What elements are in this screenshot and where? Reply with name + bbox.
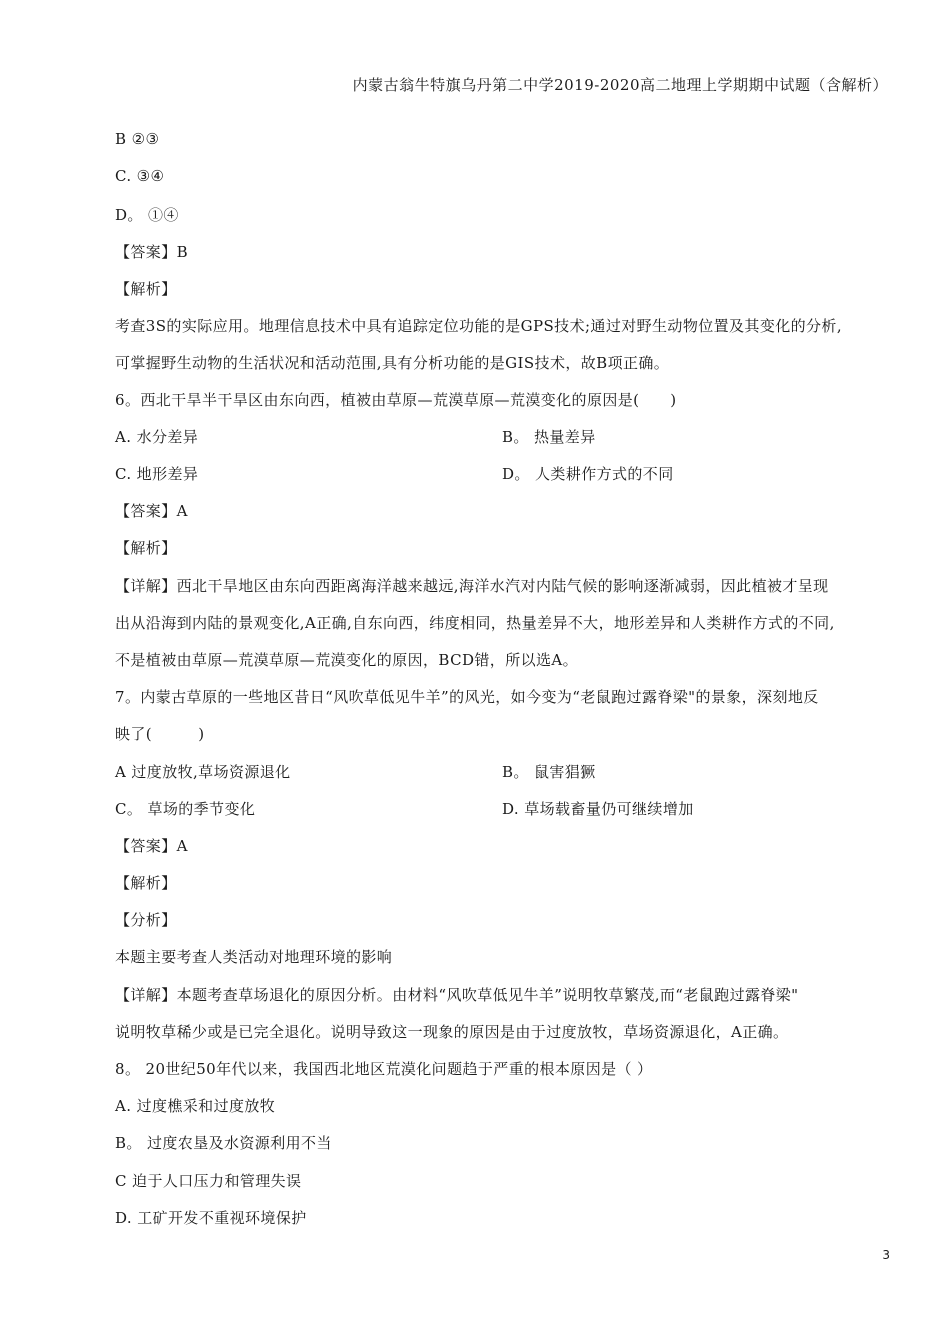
q6-option-c: C. 地形差异 <box>115 465 199 483</box>
q5-option-c: C. ③④ <box>115 167 165 185</box>
q7-fenxi-label: 【分析】 <box>115 911 177 929</box>
page-number: 3 <box>882 1248 890 1262</box>
document-header: 内蒙古翁牛特旗乌丹第二中学2019-2020高二地理上学期期中试题（含解析） <box>352 76 888 94</box>
q6-question: 6。西北干旱半干旱区由东向西，植被由草原—荒漠草原—荒漠变化的原因是( ) <box>115 391 677 409</box>
q6-answer: 【答案】A <box>115 502 188 520</box>
q5-option-d: D。 ①④ <box>115 206 179 224</box>
q7-option-a: A 过度放牧,草场资源退化 <box>115 763 291 781</box>
q7-detail-line-2: 说明牧草稀少或是已完全退化。说明导致这一现象的原因是由于过度放牧，草场资源退化，A正确。 <box>115 1023 789 1041</box>
q5-analysis-label: 【解析】 <box>115 280 177 298</box>
q7-question-line-1: 7。内蒙古草原的一些地区昔日“风吹草低见牛羊”的风光，如今变为“老鼠跑过露脊梁"的景象，深刻地反 <box>115 688 819 706</box>
q8-question: 8。 20世纪50年代以来，我国西北地区荒漠化问题趋于严重的根本原因是（ ） <box>115 1060 653 1078</box>
q6-option-b: B。 热量差异 <box>502 428 596 446</box>
q7-question-line-2: 映了( ) <box>115 725 205 743</box>
q6-option-a: A. 水分差异 <box>115 428 199 446</box>
q5-answer: 【答案】B <box>115 243 189 261</box>
q7-answer: 【答案】A <box>115 837 188 855</box>
q6-option-d: D。 人类耕作方式的不同 <box>502 465 674 483</box>
q7-detail-line-1: 【详解】本题考查草场退化的原因分析。由材料“风吹草低见牛羊”说明牧草繁茂,而“老鼠跑过露脊梁" <box>115 986 799 1004</box>
q8-option-b: B。 过度农垦及水资源利用不当 <box>115 1134 332 1152</box>
q5-option-b: B ②③ <box>115 130 160 148</box>
q8-option-d: D. 工矿开发不重视环境保护 <box>115 1209 307 1227</box>
q7-fenxi-text: 本题主要考查人类活动对地理环境的影响 <box>115 948 393 966</box>
q7-option-b: B。 鼠害猖獗 <box>502 763 596 781</box>
q6-analysis-label: 【解析】 <box>115 539 177 557</box>
q6-detail-line-1: 【详解】西北干旱地区由东向西距离海洋越来越远,海洋水汽对内陆气候的影响逐渐减弱，因此植被才呈现 <box>115 577 829 595</box>
q6-detail-line-3: 不是植被由草原—荒漠草原—荒漠变化的原因，BCD错，所以选A。 <box>115 651 579 669</box>
q7-analysis-label: 【解析】 <box>115 874 177 892</box>
q8-option-c: C 迫于人口压力和管理失误 <box>115 1172 302 1190</box>
q7-option-d: D. 草场载畜量仍可继续增加 <box>502 800 694 818</box>
q5-analysis-line-1: 考查3S的实际应用。地理信息技术中具有追踪定位功能的是GPS技术;通过对野生动物位置及其变化的分析, <box>115 317 842 335</box>
q8-option-a: A. 过度樵采和过度放牧 <box>115 1097 276 1115</box>
q5-analysis-line-2: 可掌握野生动物的生活状况和活动范围,具有分析功能的是GIS技术，故B项正确。 <box>115 354 670 372</box>
q6-detail-line-2: 出从沿海到内陆的景观变化,A正确,自东向西，纬度相同，热量差异不大，地形差异和人类耕作方式的不同, <box>115 614 835 632</box>
q7-option-c: C。 草场的季节变化 <box>115 800 256 818</box>
